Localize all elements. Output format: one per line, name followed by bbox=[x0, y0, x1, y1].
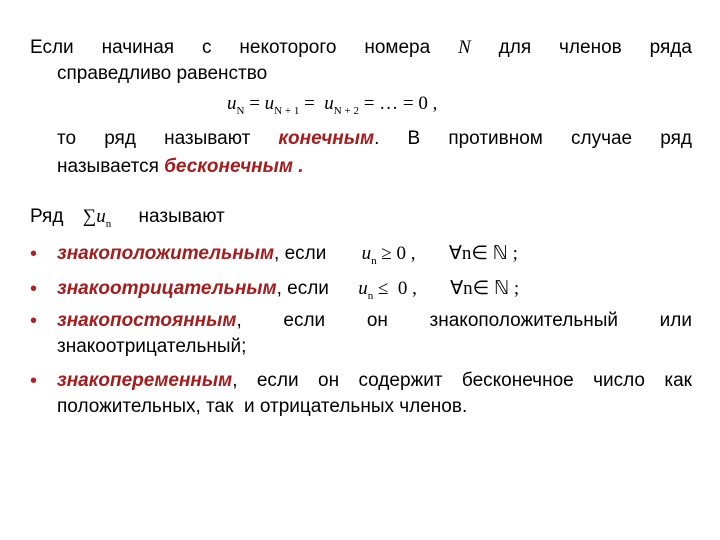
series-suffix: называют bbox=[138, 206, 225, 227]
condition: ≥ 0 , bbox=[376, 243, 416, 264]
word: число bbox=[593, 370, 645, 391]
cond-u: u bbox=[358, 278, 368, 299]
term: знакопеременным bbox=[57, 370, 233, 391]
word: , bbox=[236, 310, 242, 331]
word: или bbox=[659, 310, 692, 331]
eq-u: u bbox=[324, 93, 334, 114]
condition: ≤ 0 , bbox=[373, 278, 417, 299]
word: начиная bbox=[101, 37, 175, 58]
series-line bbox=[30, 205, 225, 231]
word: , bbox=[232, 370, 238, 391]
word: для bbox=[498, 37, 532, 58]
quantifier: ∀n∈ ℕ ; bbox=[448, 243, 518, 264]
word: если bbox=[283, 310, 326, 331]
series-u: u bbox=[96, 206, 106, 227]
cond-sub: n bbox=[367, 290, 374, 302]
word: некоторого bbox=[239, 37, 337, 58]
term-infinite: бесконечным . bbox=[164, 156, 304, 177]
word: ряд bbox=[660, 128, 692, 149]
word: . bbox=[374, 128, 380, 149]
item-text: знакоотрицательный; bbox=[57, 336, 247, 357]
word: членов bbox=[559, 37, 622, 58]
eq-op: = bbox=[299, 93, 325, 114]
series-prefix: Ряд bbox=[30, 206, 64, 227]
word: случае bbox=[571, 128, 633, 149]
intro-text: называется bbox=[57, 156, 165, 177]
bullet-icon: • bbox=[30, 243, 38, 265]
term-finite: конечным bbox=[278, 128, 375, 149]
equation bbox=[227, 92, 437, 118]
word: он bbox=[318, 370, 340, 391]
eq-sub: N bbox=[236, 105, 245, 117]
word: , если bbox=[274, 243, 327, 264]
list-item-continuation bbox=[57, 395, 467, 419]
intro-line-4 bbox=[57, 155, 303, 179]
word: бесконечное bbox=[461, 370, 574, 391]
eq-u: u bbox=[227, 93, 237, 114]
quantifier: ∀n∈ ℕ ; bbox=[450, 278, 520, 299]
eq-u: u bbox=[264, 93, 275, 114]
list-item bbox=[57, 309, 692, 333]
cond-u: u bbox=[361, 243, 372, 264]
word: он bbox=[366, 310, 388, 331]
intro-line-1 bbox=[30, 36, 692, 60]
word: называют bbox=[164, 128, 251, 149]
word: ряд bbox=[104, 128, 136, 149]
word: если bbox=[256, 370, 299, 391]
eq-tail: = … = 0 , bbox=[358, 93, 438, 114]
intro-line-2 bbox=[57, 62, 267, 86]
bullet-icon: • bbox=[30, 310, 38, 332]
eq-sub: N + 2 bbox=[333, 105, 359, 117]
cond-sub: n bbox=[371, 255, 377, 267]
word: В bbox=[407, 128, 421, 149]
list-item bbox=[57, 369, 692, 393]
symbol-N: N bbox=[458, 37, 471, 58]
term: знакопостоянным bbox=[57, 310, 237, 331]
sigma-symbol: ∑ bbox=[82, 206, 97, 227]
word: то bbox=[57, 128, 77, 149]
eq-op: = bbox=[244, 93, 265, 114]
word: с bbox=[202, 37, 212, 58]
word: ряда bbox=[649, 37, 692, 58]
bullet-icon: • bbox=[30, 278, 38, 300]
series-sub: n bbox=[105, 218, 112, 230]
list-item-continuation bbox=[57, 335, 246, 359]
term: знакоотрицательным bbox=[57, 278, 277, 299]
intro-text: справедливо равенство bbox=[57, 63, 268, 84]
list-item bbox=[57, 242, 518, 268]
intro-line-3 bbox=[57, 127, 692, 151]
word: как bbox=[664, 370, 692, 391]
word: , если bbox=[276, 278, 329, 299]
word: знакоположительный bbox=[429, 310, 618, 331]
bullet-icon: • bbox=[30, 370, 38, 392]
word: Если bbox=[30, 37, 74, 58]
word: номера bbox=[364, 37, 431, 58]
term: знакоположительным bbox=[57, 243, 275, 264]
eq-sub: N + 1 bbox=[274, 105, 300, 117]
word: содержит bbox=[358, 370, 443, 391]
list-item bbox=[57, 277, 519, 303]
item-text: положительных, так и отрицательных членов. bbox=[57, 396, 468, 417]
word: противном bbox=[448, 128, 543, 149]
